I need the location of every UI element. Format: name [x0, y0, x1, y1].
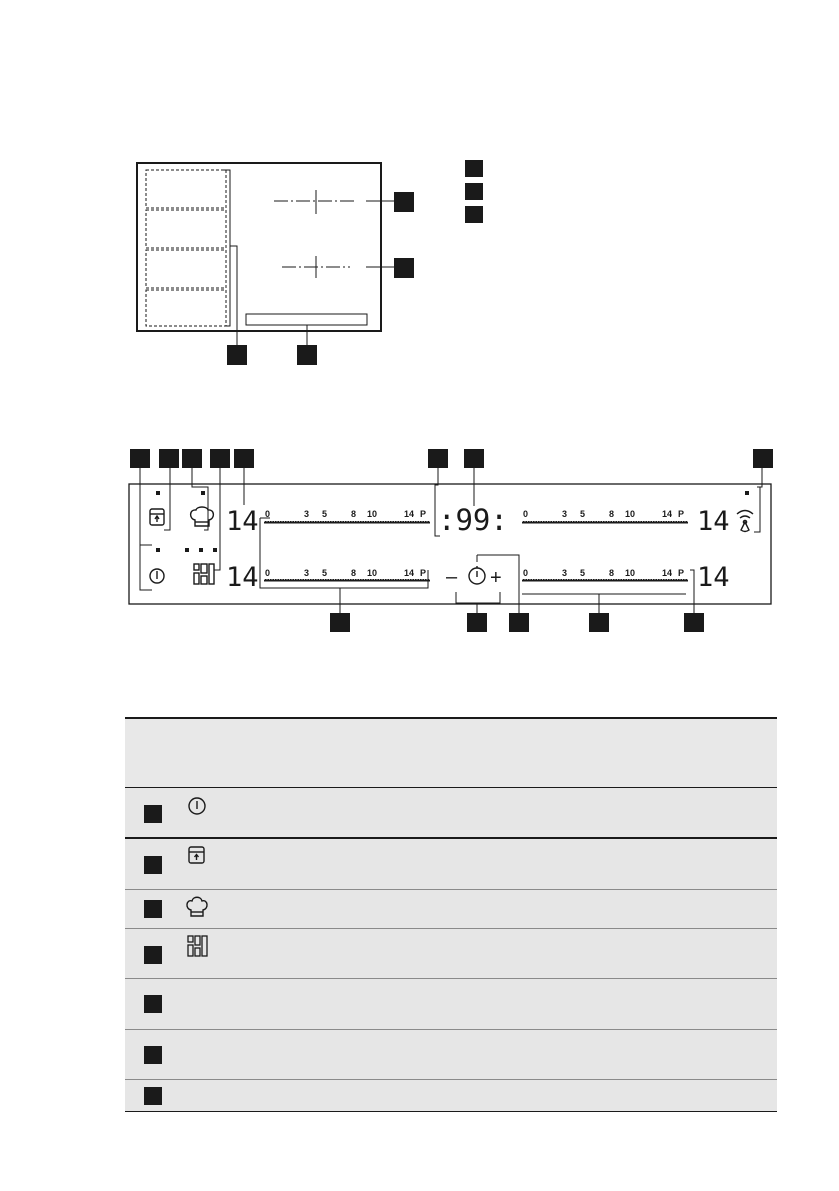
scale-label: 5	[580, 568, 586, 578]
chef-hat-icon	[185, 895, 209, 919]
callout-box	[159, 449, 179, 468]
power-level-display: 14	[226, 506, 259, 537]
callout-box	[234, 449, 254, 468]
scale-label: P	[678, 568, 685, 578]
callout-box	[428, 449, 448, 468]
callout-box	[464, 449, 484, 468]
slider-bottom-right	[522, 579, 688, 582]
scale-label: 8	[351, 509, 357, 519]
controls-table	[125, 717, 777, 1112]
row-number-box	[144, 995, 162, 1013]
row-number-box	[144, 900, 162, 918]
scale-label: 14	[404, 509, 415, 519]
table-row	[125, 839, 777, 890]
callout-box	[182, 449, 202, 468]
chef-hat-icon	[191, 507, 214, 526]
table-row	[125, 788, 777, 839]
power-icon	[150, 569, 164, 583]
timer-plus-label: +	[490, 567, 502, 589]
callout-box	[589, 613, 609, 632]
bridge-zones-icon	[194, 564, 214, 584]
scale-label: 5	[322, 509, 328, 519]
scale-label: P	[678, 509, 685, 519]
scale-label: 8	[351, 568, 357, 578]
power-level-display: 14	[697, 506, 730, 537]
scale-label: 10	[367, 509, 378, 519]
lock-icon	[150, 509, 164, 525]
scale-label: 8	[609, 568, 615, 578]
scale-label: P	[420, 509, 427, 519]
slider-top-left	[264, 521, 430, 524]
scale-label: 0	[523, 568, 529, 578]
timer-icon	[469, 566, 485, 584]
row-number-box	[144, 856, 162, 874]
power-icon	[185, 796, 209, 820]
power-level-display: 14	[226, 562, 259, 593]
scale-label: 3	[562, 509, 568, 519]
scale-label: 5	[322, 568, 328, 578]
callout-box	[330, 613, 350, 632]
slider-bottom-left	[264, 579, 430, 582]
scale-label: 10	[625, 568, 636, 578]
table-row	[125, 1080, 777, 1112]
scale-label: 0	[523, 509, 529, 519]
callout-box	[210, 449, 230, 468]
timer-minus-label: –	[446, 566, 458, 588]
row-number-box	[144, 1087, 162, 1105]
scale-label: 0	[265, 568, 271, 578]
slider-top-right	[522, 521, 688, 524]
table-header-row	[125, 717, 777, 788]
table-row	[125, 979, 777, 1030]
callout-box	[509, 613, 529, 632]
table-row	[125, 929, 777, 979]
row-number-box	[144, 946, 162, 964]
scale-label: 10	[367, 568, 378, 578]
scale-label: 3	[304, 509, 310, 519]
callout-box	[467, 613, 487, 632]
scale-label: 14	[404, 568, 415, 578]
scale-label: 14	[662, 568, 673, 578]
row-number-box	[144, 1046, 162, 1064]
callout-box	[753, 449, 773, 468]
hob2hood-icon	[737, 511, 753, 532]
power-level-display: 14	[697, 562, 730, 593]
scale-label: 14	[662, 509, 673, 519]
callout-box	[130, 449, 150, 468]
row-number-box	[144, 805, 162, 823]
scale-label: 8	[609, 509, 615, 519]
scale-label: 0	[265, 509, 271, 519]
scale-label: 3	[562, 568, 568, 578]
bridge-zones-icon	[185, 934, 209, 958]
timer-display: :99:	[438, 503, 508, 537]
scale-label: 5	[580, 509, 586, 519]
table-row	[125, 890, 777, 929]
callout-box	[684, 613, 704, 632]
table-row	[125, 1030, 777, 1080]
scale-label: 10	[625, 509, 636, 519]
lock-icon	[185, 844, 209, 868]
scale-label: 3	[304, 568, 310, 578]
scale-label: P	[420, 568, 427, 578]
